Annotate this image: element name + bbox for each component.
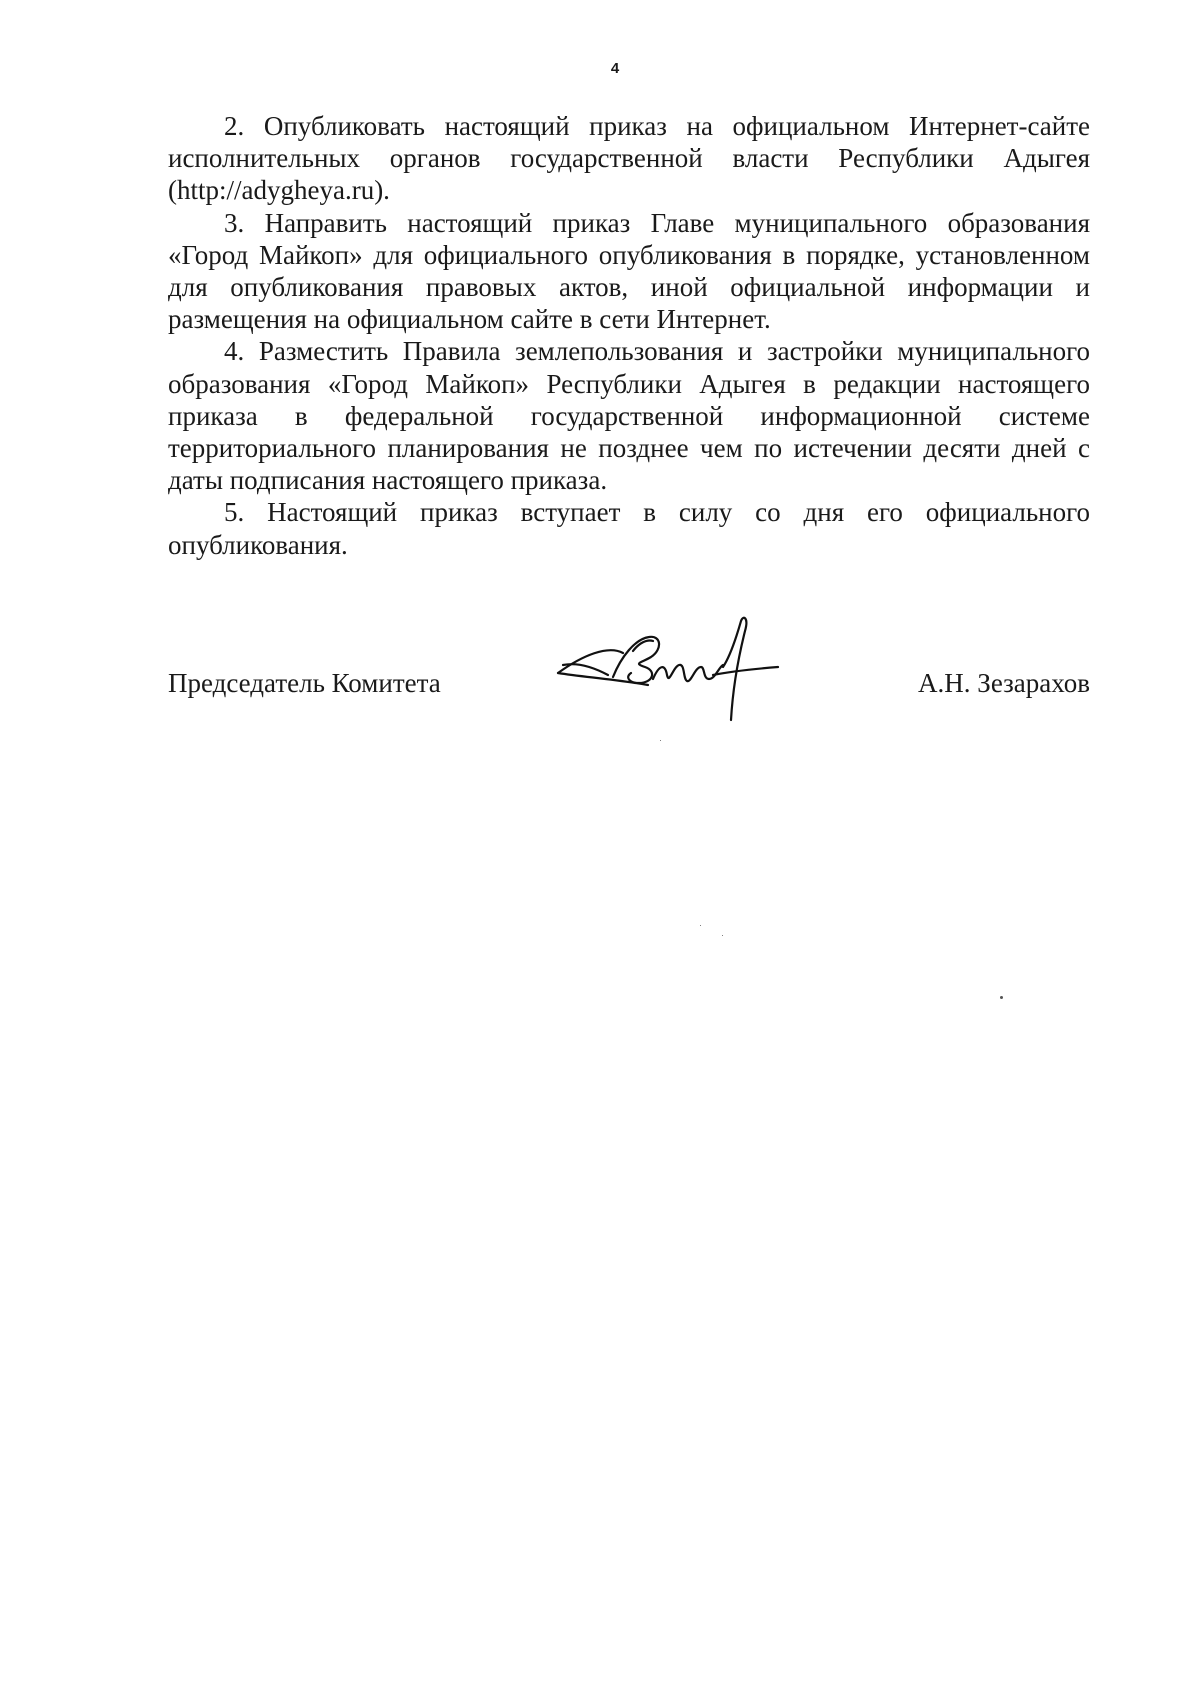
page-number: 4: [610, 60, 620, 77]
scan-speck: [660, 740, 661, 741]
signer-name: А.Н. Зезарахов: [918, 668, 1090, 698]
scan-speck: [1000, 996, 1003, 999]
paragraph-3: 3. Направить настоящий приказ Главе муниципального образования «Город Майкоп» для официального опубликования в порядке, установленном для опубликования правовых актов, иной официальной информации и размещения на официальном сайте в сети Интернет.: [168, 207, 1090, 335]
paragraph-5: 5. Настоящий приказ вступает в силу со дня его официального опубликования.: [168, 497, 1090, 560]
handwritten-signature: [553, 615, 793, 735]
signer-position: Председатель Комитета: [168, 668, 441, 698]
paragraph-4: 4. Разместить Правила землепользования и застройки муниципального образования «Город Майкоп» Республики Адыгея в редакции настоящего приказа в федеральной государственной информационной системе территориального планирования не позднее чем по истечении десяти дней с даты подписания настоящего приказа.: [168, 336, 1090, 496]
scan-speck: [722, 935, 723, 936]
signature-block: [168, 615, 1090, 735]
paragraph-2: 2. Опубликовать настоящий приказ на официальном Интернет-сайте исполнительных органов государственной власти Республики Адыгея (http://adygheya.ru).: [168, 111, 1090, 206]
document-body: [168, 110, 1090, 561]
scan-speck: [700, 925, 701, 926]
